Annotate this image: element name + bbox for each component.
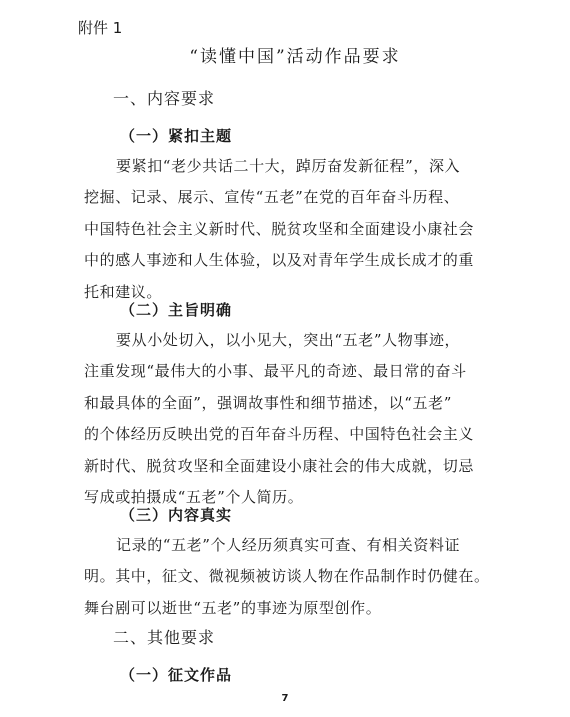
- paragraph-line: 新时代、脱贫攻坚和全面建设小康社会的伟大成就，切忌: [84, 456, 475, 475]
- subsection-heading-essay-works: （一）征文作品: [120, 666, 233, 684]
- paragraph-theme: [84, 151, 504, 308]
- paragraph-line: 记录的“五老”个人经历须真实可查、有相关资料证: [116, 536, 461, 554]
- paragraph-line: 和最具体的全面”，强调故事性和细节描述，以“五老”: [84, 393, 453, 412]
- subsection-heading-authenticity: （三）内容真实: [120, 506, 233, 524]
- paragraph-line: 的个体经历反映出党的百年奋斗历程、中国特色社会主义: [84, 425, 475, 444]
- paragraph-line: 注重发现“最伟大的小事、最平凡的奇迹、最日常的奋斗: [84, 362, 467, 381]
- paragraph-line: 中国特色社会主义新时代、脱贫攻坚和全面建设小康社会: [84, 219, 475, 238]
- paragraph-line: 挖掘、记录、展示、宣传“五老”在党的百年奋斗历程、: [84, 188, 460, 207]
- subsection-heading-theme: （一）紧扣主题: [120, 127, 233, 145]
- section-heading-other-requirements: 二、其他要求: [113, 628, 216, 647]
- document-title: “读懂中国”活动作品要求: [189, 47, 401, 67]
- paragraph-authenticity: [84, 530, 504, 624]
- subsection-heading-purpose: （二）主旨明确: [120, 301, 233, 319]
- section-heading-content-requirements: 一、内容要求: [113, 89, 216, 108]
- attachment-label: 附件 1: [78, 19, 123, 37]
- paragraph-line: 要紧扣“老少共话二十大，踔厉奋发新征程”，深入: [116, 157, 461, 175]
- paragraph-purpose: [84, 325, 504, 513]
- paragraph-line: 写成或拍摄成“五老”个人简历。: [84, 488, 304, 507]
- page-number: 7: [281, 693, 289, 704]
- paragraph-line: 中的感人事迹和人生体验，以及对青年学生成长成才的重: [84, 251, 475, 270]
- paragraph-line: 舞台剧可以逝世“五老”的事迹为原型创作。: [84, 598, 382, 617]
- paragraph-line: 明。其中，征文、微视频被访谈人物在作品制作时仍健在。: [84, 567, 490, 586]
- paragraph-line: 托和建议。: [84, 282, 163, 301]
- paragraph-line: 要从小处切入，以小见大，突出“五老”人物事迹，: [116, 331, 461, 349]
